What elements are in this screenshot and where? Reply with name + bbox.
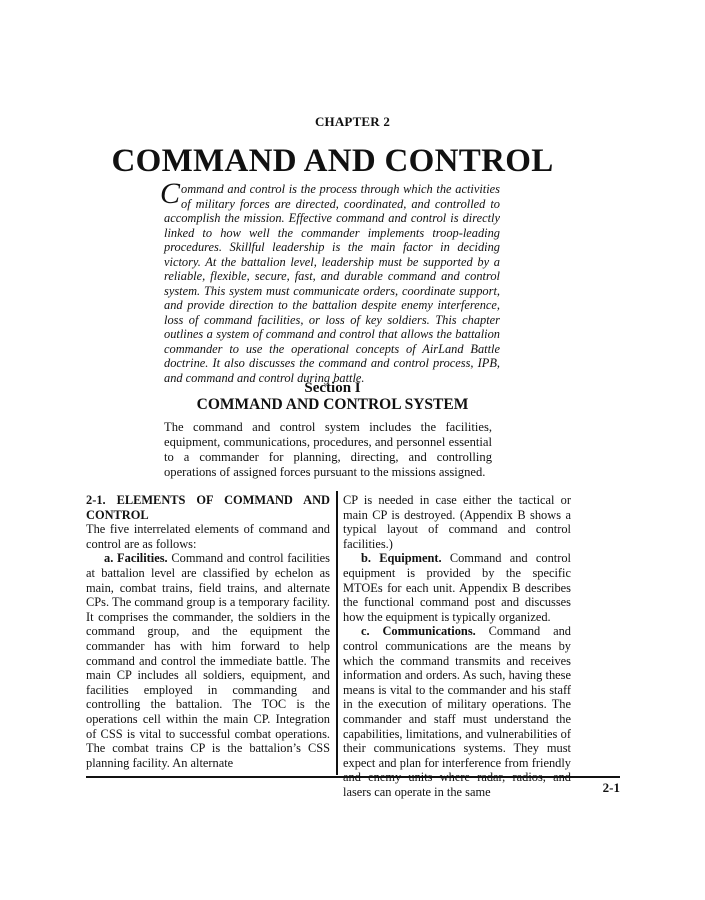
- communications-text: Command and control communications are the means by which the command transmits and receives information and orders. As such, having these means is vital to the commander and his staff in the execution of military operations. The commander and staff must understand the capabilities, limitations, and vulnerabilities of their communications systems. They must expect and plan for interference from friendly lasers can operate in the same: [343, 624, 571, 799]
- paragraph-continuation: CP is needed in case either the tactical or main CP is destroyed. (Appendix B shows a typical layout of command and control facilities.): [343, 493, 571, 551]
- intro-dropcap: C: [160, 177, 181, 210]
- equipment-label: b. Equipment.: [361, 551, 442, 566]
- intro-text: ommand and control is the process through which the activities of military forces are directed, coordinated, and controlled to accomplish the mission. Effective command and control is directly linked to how well the commander implements troop-leading procedures. Skillful leadership is the main factor in deciding victory. At the battalion level, leadership must be supported by a reliable, flexible, secure, fast, and durable command and control system. This system must communicate orders, coordinate support, and provide direction to the battalion despite enemy interference, loss of command facilities, or loss of key soldiers. This chapter outlines a system of command and control that allows the battalion commander to use the operational concepts of AirLand Battle doctrine. It also discusses the command and control process, IPB, and command and control during battle.: [164, 182, 500, 385]
- footer-rule: [86, 776, 620, 778]
- chapter-intro: [160, 177, 500, 385]
- section-title: COMMAND AND CONTROL SYSTEM: [196, 396, 469, 413]
- page-number: 2-1: [602, 780, 620, 795]
- left-column: [86, 493, 330, 770]
- equipment-text: Command and control equipment is provided by the specific MTOEs for each unit. Appendix B describes the functional command post and discusses how the equipment is typically organized.: [343, 551, 571, 624]
- chapter-title: COMMAND AND CONTROL: [111, 143, 554, 179]
- right-column: [343, 493, 571, 799]
- chapter-label: CHAPTER 2: [314, 114, 391, 129]
- section-intro: The command and control system includes the facilities, equipment, communications, procedures, and personnel essential to a commander for planning, directing, and controlling operations of assigned forces pursuant to the missions assigned.: [164, 420, 492, 479]
- paragraph-lead: The five interrelated elements of command and control are as follows:: [86, 522, 330, 551]
- communications-label: c. Communications.: [361, 624, 476, 639]
- facilities-text: Command and control facilities at battalion level are classified by echelon as main, combat trains, field trains, and alternate CPs. The command group is a temporary facility. It comprises the commander, the soldiers in the command group, and the equipment the commander has with him forward to help command and control the immediate battle. The main CP includes all soldiers, equipment, and facilities employed in commanding and controlling the battalion. The TOC is the operations cell within the main CP. Integration of CSS is vital to successful combat operations. The combat trains CP is the battalion’s CSS planning facility. An alternate: [86, 551, 330, 770]
- paragraph-facilities: [86, 551, 330, 770]
- column-divider: [336, 491, 338, 775]
- paragraph-communications: [343, 624, 571, 799]
- paragraph-equipment: [343, 551, 571, 624]
- facilities-label: a. Facilities.: [104, 551, 168, 566]
- section-label: Section I: [304, 380, 361, 396]
- paragraph-heading: 2-1. ELEMENTS OF COMMAND AND CONTROL: [86, 493, 330, 522]
